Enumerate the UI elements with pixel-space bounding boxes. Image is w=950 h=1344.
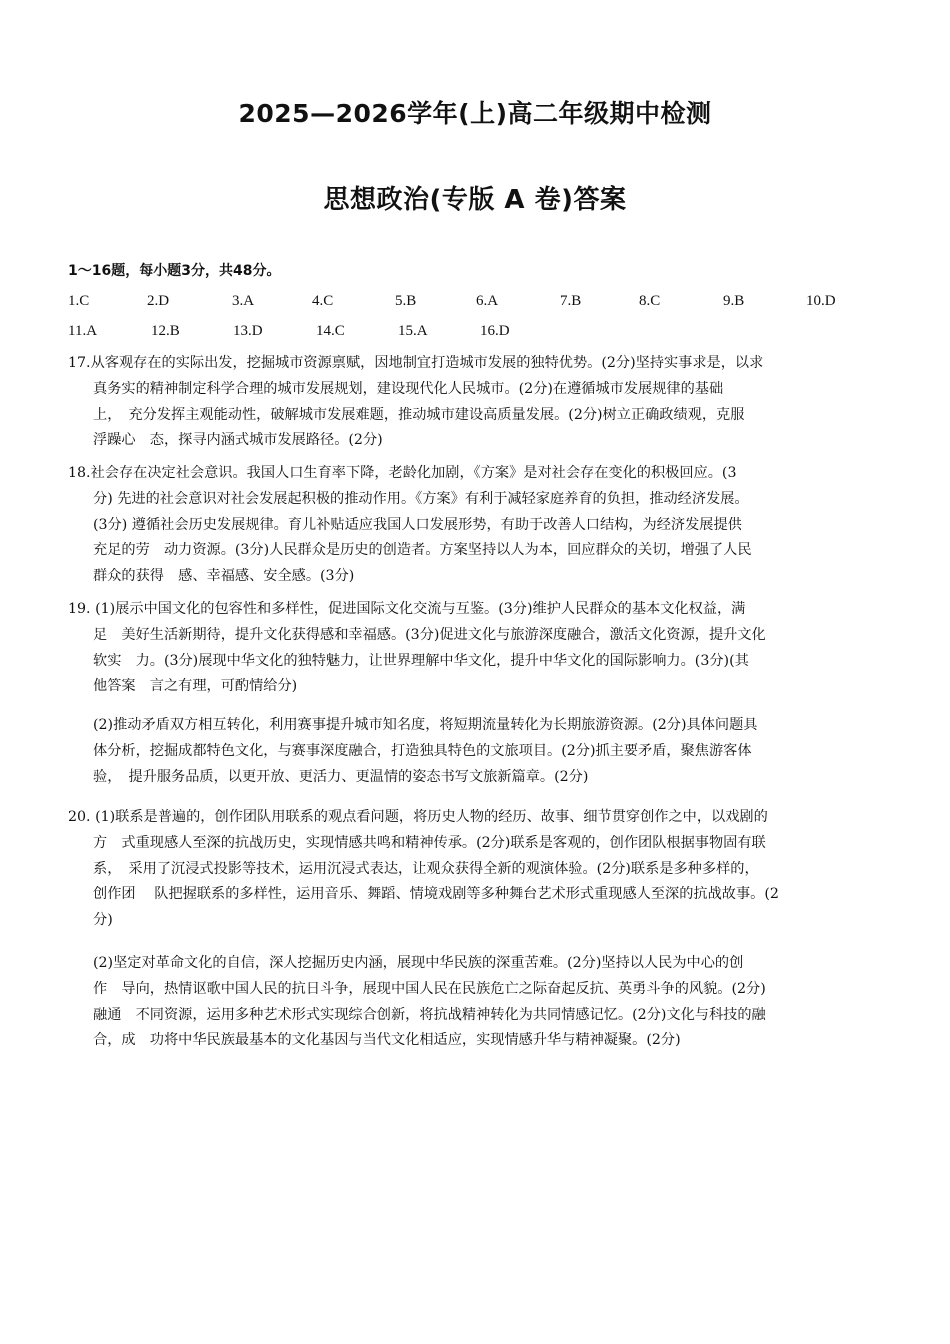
- answer-line: 分): [93, 912, 113, 929]
- question-19-part-1: [68, 597, 890, 700]
- answer-line: 作 导向，热情讴歌中国人民的抗日斗争，展现中国人民在民族危亡之际奋起反抗、英勇斗争的风貌。(2分): [93, 980, 766, 997]
- page-subtitle: 思想政治(专版 A 卷)答案: [323, 185, 627, 215]
- answer-line: 20. (1)联系是普遍的，创作团队用联系的观点看问题，将历史人物的经历、故事、细节贯穿创作之中，以戏剧的: [68, 809, 768, 825]
- answer-line: 合，成 功将中华民族最基本的文化基因与当代文化相适应，实现情感升华与精神凝聚。(2分): [93, 1032, 681, 1049]
- answer-line: 融通 不同资源，运用多种艺术形式实现综合创新，将抗战精神转化为共同情感记忆。(2分)文化与科技的融: [93, 1006, 766, 1023]
- answer-item: 6.A: [476, 293, 499, 309]
- answer-line: 方 式重现感人至深的抗战历史，实现情感共鸣和精神传承。(2分)联系是客观的，创作团队根据事物固有联: [93, 834, 766, 851]
- section-heading: 1～16题，每小题3分，共48分。: [68, 263, 281, 279]
- question-17-answer: [68, 351, 890, 454]
- answer-line: 上， 充分发挥主观能动性，破解城市发展难题，推动城市建设高质量发展。(2分)树立正确政绩观，克服: [93, 406, 745, 423]
- answer-line: 真务实的精神制定科学合理的城市发展规划，建设现代化人民城市。(2分)在遵循城市发展规律的基础: [93, 380, 724, 397]
- answer-line: 他答案 言之有理，可酌情给分): [93, 678, 298, 695]
- question-18-answer: [68, 461, 890, 590]
- answer-item: 3.A: [232, 293, 255, 309]
- answer-line: 足 美好生活新期待，提升文化获得感和幸福感。(3分)促进文化与旅游深度融合，激活文化资源，提升文化: [93, 626, 766, 643]
- answer-item: 12.B: [151, 323, 180, 339]
- answer-item: 15.A: [398, 323, 428, 339]
- answer-line: 19. (1)展示中国文化的包容性和多样性，促进国际文化交流与互鉴。(3分)维护人民群众的基本文化权益，满: [68, 601, 746, 617]
- answer-line: 群众的获得 感、幸福感、安全感。(3分): [93, 568, 355, 585]
- answer-item: 11.A: [68, 323, 98, 339]
- answer-line: (2)坚定对革命文化的自信，深人挖掘历史内涵，展现中华民族的深重苦难。(2分)坚持以人民为中心的创: [93, 955, 744, 971]
- answer-row-1: [0, 290, 950, 314]
- answer-line: 体分析，挖掘成都特色文化，与赛事深度融合，打造独具特色的文旅项目。(2分)抓主要矛盾，聚焦游客体: [93, 742, 752, 759]
- question-19-part-2: [68, 713, 890, 790]
- answer-line: 验， 提升服务品质，以更开放、更活力、更温情的姿态书写文旅新篇章。(2分): [93, 768, 589, 785]
- answer-line: 软实 力。(3分)展现中华文化的独特魅力，让世界理解中华文化，提升中华文化的国际影响力。(3分)(其: [93, 652, 749, 669]
- answer-item: 2.D: [147, 293, 170, 309]
- answer-item: 9.B: [723, 293, 745, 309]
- answer-item: 14.C: [316, 323, 345, 339]
- answer-item: 10.D: [806, 293, 836, 309]
- question-20-part-1: [68, 805, 890, 934]
- answer-item: 16.D: [480, 323, 510, 339]
- page-title: 2025—2026学年(上)高二年级期中检测: [238, 99, 712, 128]
- answer-item: 1.C: [68, 293, 90, 309]
- answer-item: 4.C: [312, 293, 334, 309]
- question-20-part-2: [68, 951, 890, 1054]
- answer-line: 创作团 队把握联系的多样性，运用音乐、舞蹈、情境戏剧等多种舞台艺术形式重现感人至深的抗战故事。(2: [93, 886, 779, 903]
- answer-line: 系， 采用了沉浸式投影等技术，运用沉浸式表达，让观众获得全新的观演体验。(2分)联系是多种多样的，: [93, 860, 759, 877]
- answer-line: (2)推动矛盾双方相互转化，利用赛事提升城市知名度，将短期流量转化为长期旅游资源。(2分)具体问题具: [93, 717, 758, 733]
- answer-line: 充足的劳 动力资源。(3分)人民群众是历史的创造者。方案坚持以人为本，回应群众的关切，增强了人民: [93, 542, 752, 559]
- answer-item: 5.B: [395, 293, 417, 309]
- answer-line: 浮躁心 态，探寻内涵式城市发展路径。(2分): [93, 432, 383, 449]
- answer-line: 18.社会存在决定社会意识。我国人口生育率下降，老龄化加剧，《方案》是对社会存在变化的积极回应。(3: [68, 465, 737, 481]
- answer-line: (3分) 遵循社会历史发展规律。育儿补贴适应我国人口发展形势，有助于改善人口结构，为经济发展提供: [93, 516, 742, 533]
- answer-item: 13.D: [233, 323, 263, 339]
- answer-item: 8.C: [639, 293, 661, 309]
- answer-item: 7.B: [560, 293, 582, 309]
- answer-line: 17.从客观存在的实际出发，挖掘城市资源禀赋，因地制宜打造城市发展的独特优势。(2分)坚持实事求是，以求: [68, 355, 764, 371]
- answer-row-2: [0, 320, 950, 344]
- answer-line: 分) 先进的社会意识对社会发展起积极的推动作用。《方案》有利于减轻家庭养育的负担，推动经济发展。: [93, 490, 749, 507]
